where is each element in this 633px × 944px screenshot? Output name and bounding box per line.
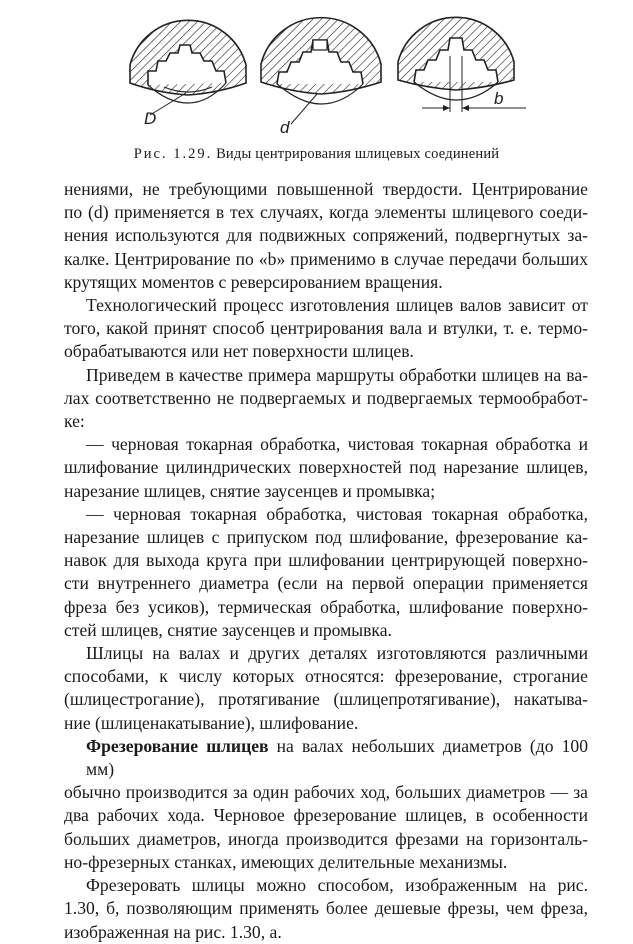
section-d-inner	[261, 18, 381, 124]
text-line: по (d) применяется в тех случаях, когда элементы шлицевого соеди-	[64, 202, 588, 223]
text-line: больших диаметров, иногда производится фрезами на горизонталь-	[64, 828, 588, 849]
text-line: 1.30, б, позволяющим применять более дешевые фрезы, чем фреза,	[64, 898, 588, 919]
text-line: навок для выхода круга при шлифовании центрирующей поверхно-	[64, 550, 588, 571]
list-item-1	[64, 433, 588, 503]
section-b	[398, 17, 526, 112]
text-line: фреза без усиков), термическая обработка, шлифование поверхно-	[64, 596, 588, 617]
text-line: Шлицы на валах и других деталях изготовляются различными	[86, 643, 588, 664]
text-line: нарезание шлицев с припуском под шлифование, фрезерование ка-	[64, 527, 588, 548]
text-line: Технологический процесс изготовления шлицев валов зависит от	[86, 295, 588, 316]
list-item-2	[64, 503, 588, 642]
text-line: сти внутреннего диаметра (если на первой операции применяется	[64, 573, 588, 594]
bold-term: Фрезерование шлицев	[86, 735, 269, 756]
text-line: лах соответственно не подвергаемых и подвергаемых термообработ-	[64, 387, 588, 408]
text-line: (шлицестрогание), протягивание (шлицепротягивание), накатыва-	[64, 689, 588, 710]
text-line: обрабатываются или нет поверхности шлицев.	[64, 341, 414, 362]
text-line: — черновая токарная обработка, чистовая токарная обработка,	[86, 503, 588, 524]
text-line: — черновая токарная обработка, чистовая токарная обработка и	[86, 434, 588, 455]
paragraph-1	[64, 178, 588, 294]
text-line: шлифование цилиндрических поверхностей под нарезание шлицев,	[64, 457, 588, 478]
text-line: нения используются для подвижных сопряжений, подвергнутых за-	[64, 225, 588, 246]
text-line: того, какой принят способ центрирования вала и втулки, т. е. термо-	[64, 318, 588, 339]
figure-caption	[0, 146, 633, 163]
text-line: калке. Центрирование по «b» применимо в случае передачи больших	[64, 248, 588, 269]
text-line: ке:	[64, 411, 85, 432]
section-d-outer	[130, 20, 246, 115]
text-line: Фрезеровать шлицы можно способом, изображенным на рис.	[86, 875, 588, 896]
label-D: D	[144, 109, 157, 128]
text-line: Приведем в качестве примера маршруты обработки шлицев на ва-	[86, 364, 588, 385]
text-line: способами, к числу которых относятся: фрезерование, строгание	[64, 666, 588, 687]
paragraph-6	[64, 874, 588, 944]
text-line: изображенная на рис. 1.30, а.	[64, 921, 282, 942]
text-fragment: на валах небольших диаметров (до 100 мм)	[86, 735, 589, 780]
paragraph-4	[64, 642, 588, 735]
spline-centering-figure	[0, 0, 633, 140]
caption-text: Виды центрирования шлицевых соединений	[216, 146, 500, 162]
paragraph-5	[64, 735, 588, 874]
text-line: нениями, не требующими повышенной твердости. Центрирование	[64, 179, 588, 199]
text-line: два рабочих хода. Черновое фрезерование шлицев, в особенности	[64, 805, 588, 826]
text-line: стей шлицев, снятие заусенцев и промывка.	[64, 619, 392, 640]
text-line: обычно производится за один рабочих ход, больших диаметров — за	[64, 782, 588, 803]
text-line: крутящих моментов с реверсированием вращения.	[64, 271, 443, 292]
caption-label: Рис. 1.29.	[133, 146, 213, 162]
paragraph-3	[64, 364, 588, 434]
body-text	[64, 178, 588, 944]
text-line	[64, 735, 588, 781]
paragraph-2	[64, 294, 588, 364]
text-line: но-фрезерных станках, имеющих делительные механизмы.	[64, 851, 508, 872]
label-b: b	[494, 89, 504, 108]
label-d: d	[280, 118, 290, 137]
text-line: нарезание шлицев, снятие заусенцев и промывка;	[64, 480, 436, 501]
text-line: ние (шлиценакатывание), шлифование.	[64, 712, 359, 733]
